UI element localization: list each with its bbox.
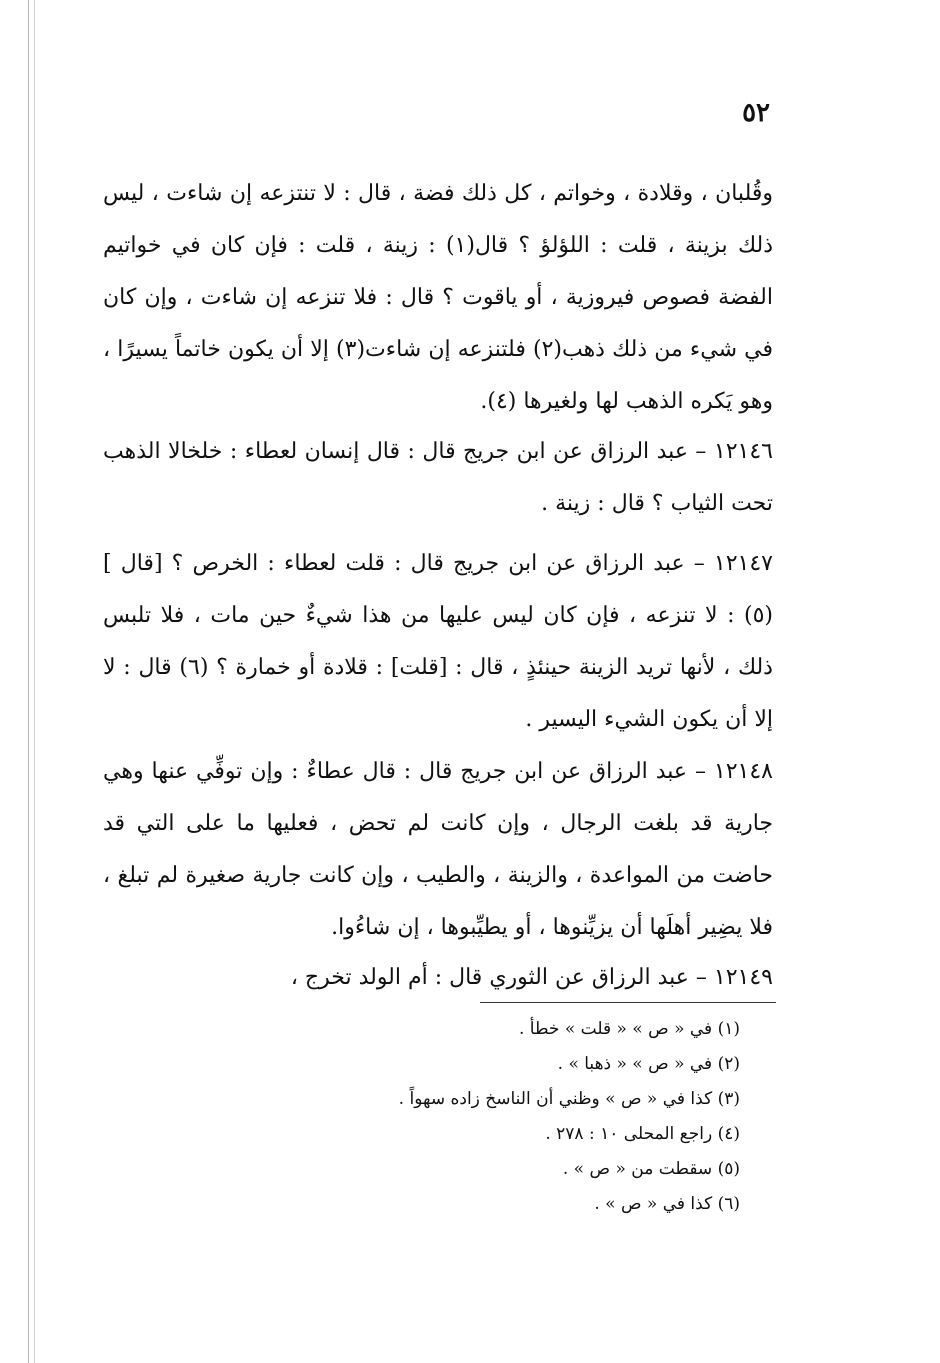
footnote-3: (٣) كذا في « ص » وظني أن الناسخ زاده سهواً . bbox=[398, 1089, 740, 1109]
page-edge-line bbox=[28, 0, 29, 1363]
footnote-6: (٦) كذا في « ص » . bbox=[594, 1194, 740, 1214]
footnotes-list bbox=[330, 1012, 740, 1222]
footnote-divider bbox=[480, 1002, 776, 1003]
paragraph-12148: ١٢١٤٨ – عبد الرزاق عن ابن جريج قال : قال عطاءٌ : وإن توفِّي عنها وهي جارية قد بلغت الرجال ، وإن كانت لم تحض ، فعليها ما على التي قد حاضت من المواعدة ، والزينة ، والطيب ، وإن كانت جارية صغيرة لم تبلغ ، فلا يضِير أهلَها أن يزيِّنوها ، أو يطيِّبوها ، إن شاءُوا. bbox=[103, 759, 773, 940]
page-edge-line bbox=[34, 0, 35, 1363]
page-number: ٥٢ bbox=[742, 98, 770, 128]
paragraph-12146: ١٢١٤٦ – عبد الرزاق عن ابن جريج قال : قال إنسان لعطاء : خلخالا الذهب تحت الثياب ؟ قال : زينة . bbox=[103, 439, 773, 516]
paragraph-12147: ١٢١٤٧ – عبد الرزاق عن ابن جريج قال : قلت لعطاء : الخرص ؟ [قال ] (٥) : لا تنزعه ، فإن كان ليس عليها من هذا شيءٌ حين مات ، فلا تلبس ذلك ، لأنها تريد الزينة حينئذٍ ، قال : [قلت] : قلادة أو خمارة ؟ (٦) قال : لا إلا أن يكون الشيء اليسير . bbox=[103, 551, 773, 732]
footnote-5: (٥) سقطت من « ص » . bbox=[562, 1159, 740, 1179]
footnote-2: (٢) في « ص » « ذهبا » . bbox=[557, 1054, 740, 1074]
footnote-1: (١) في « ص » « قلت » خطأ . bbox=[519, 1019, 740, 1039]
paragraph-continuation: وقُلبان ، وقلادة ، وخواتم ، كل ذلك فضة ، قال : لا تنتزعه إن شاءت ، ليس ذلك بزينة ، قلت : اللؤلؤ ؟ قال(١) : زينة ، قلت : فإن كان في خواتيم الفضة فصوص فيروزية ، أو ياقوت ؟ قال : فلا تنزعه إن شاءت ، وإن كان في شيء من ذلك ذهب(٢) فلتنزعه إن شاءت(٣) إلا أن يكون خاتماً يسيرًا ، وهو يَكره الذهب لها ولغيرها (٤). bbox=[103, 181, 773, 414]
paragraph-12149: ١٢١٤٩ – عبد الرزاق عن الثوري قال : أم الولد تخرج ، bbox=[290, 965, 773, 990]
footnote-4: (٤) راجع المحلى ١٠ : ٢٧٨ . bbox=[545, 1124, 740, 1144]
